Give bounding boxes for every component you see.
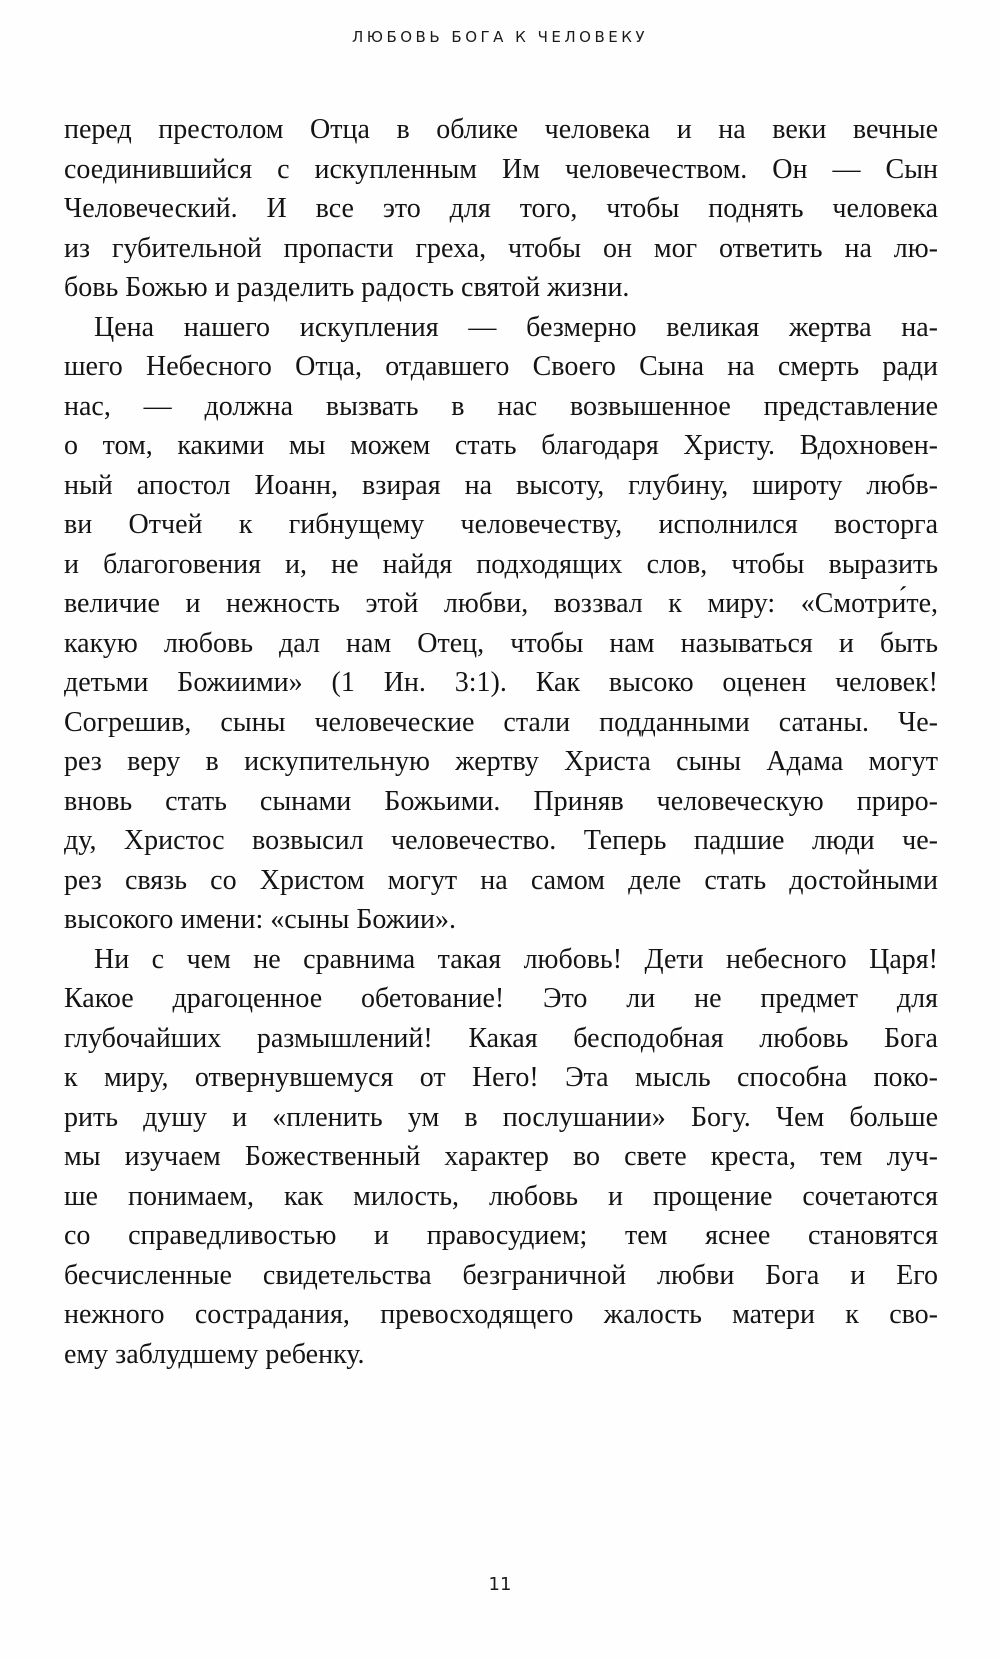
body-text (64, 110, 938, 1374)
text-line: рить душу и «пленить ум в послушании» Богу. Чем больше (64, 1101, 938, 1133)
page-number: 11 (488, 1574, 512, 1595)
text-line: ше понимаем, как милость, любовь и прощение сочетаются (64, 1180, 938, 1212)
text-line: Человеческий. И все это для того, чтобы поднять человека (64, 193, 938, 224)
text-line: перед престолом Отца в облике человека и на веки вечные (64, 114, 938, 145)
text-line: какую любовь дал нам Отец, чтобы нам называться и быть (64, 627, 938, 659)
text-line: Согрешив, сыны человеческие стали подданными сатаны. Че- (64, 706, 938, 738)
text-line: о том, какими мы можем стать благодаря Христу. Вдохновен- (64, 430, 938, 461)
paragraph (64, 940, 938, 1375)
running-head: ЛЮБОВЬ БОГА К ЧЕЛОВЕКУ (351, 28, 649, 46)
paragraph (64, 308, 938, 940)
text-line: из губительной пропасти греха, чтобы он мог ответить на лю- (64, 232, 938, 264)
text-line: со справедливостью и правосудием; тем яснее становятся (64, 1220, 938, 1251)
text-line: глубочайших размышлений! Какая бесподобная любовь Бога (64, 1022, 938, 1054)
text-line: бовь Божью и разделить радость святой жизни. (64, 272, 630, 303)
text-line: рез веру в искупительную жертву Христа сыны Адама могут (64, 746, 938, 777)
text-line: высокого имени: «сыны Божии». (64, 904, 457, 935)
text-line: шего Небесного Отца, отдавшего Своего Сына на смерть ради (64, 351, 938, 382)
text-line: нас, — должна вызвать в нас возвышенное представление (64, 390, 938, 422)
text-line: Какое драгоценное обетование! Это ли не предмет для (64, 983, 938, 1014)
text-line: ему заблудшему ребенку. (64, 1338, 365, 1370)
text-line: величие и нежность этой любви, воззвал к миру: «Смотри́те, (64, 588, 938, 619)
text-line: вновь стать сынами Божьими. Приняв человеческую приро- (64, 785, 938, 817)
text-line: соединившийся с искупленным Им человечеством. Он — Сын (64, 153, 938, 185)
text-line: к миру, отвернувшемуся от Него! Эта мысль способна поко- (64, 1062, 938, 1093)
paragraph (64, 110, 938, 308)
text-line: рез связь со Христом могут на самом деле стать достойными (64, 864, 938, 896)
text-line: нежного сострадания, превосходящего жалость матери к сво- (64, 1299, 938, 1330)
text-line: бесчисленные свидетельства безграничной любви Бога и Его (64, 1259, 938, 1291)
text-line: ду, Христос возвысил человечество. Теперь падшие люди че- (64, 825, 938, 856)
text-line: и благоговения и, не найдя подходящих слов, чтобы выразить (64, 548, 938, 580)
text-line: ви Отчей к гибнущему человечеству, исполнился восторга (64, 509, 938, 540)
text-line: ный апостол Иоанн, взирая на высоту, глубину, широту любв- (64, 469, 938, 501)
text-line: мы изучаем Божественный характер во свете креста, тем луч- (64, 1141, 938, 1172)
text-line: Ни с чем не сравнима такая любовь! Дети небесного Царя! (94, 943, 938, 975)
text-line: детьми Божиими» (1 Ин. 3:1). Как высоко оценен человек! (64, 667, 938, 698)
text-line: Цена нашего искупления — безмерно великая жертва на- (94, 311, 938, 343)
